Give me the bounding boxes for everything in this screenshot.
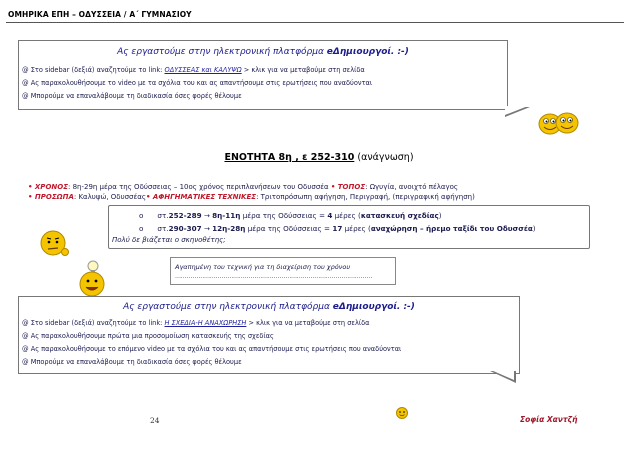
page-number: 24 xyxy=(150,416,160,425)
persons-techniques-line: • ΠΡΟΣΩΠΑ: Καλυψώ, Οδυσσέας• ΑΦΗΓΗΜΑΤΙΚΕΣ ΤΕΧΝΙΚΕΣ: Τριτοπρόσωπη αφήγηση, Περιγραφή, (περιγραφική αφήγηση) xyxy=(28,193,475,201)
sxedia-anaxorisi-link[interactable]: Η ΣΧΕΔΙΑ-Η ΑΝΑΧΩΡΗΣΗ xyxy=(164,319,247,327)
author-name: Σοφία Χαντζή xyxy=(520,415,578,424)
callout-2-tail-fill xyxy=(491,370,514,380)
two-smileys-icon xyxy=(537,110,579,136)
callout-1-tail-fill xyxy=(505,106,528,115)
verses-row-1: o στ.252-289 → 8η-11η μέρα της Οδύσσειας = 4 μέρες (κατασκευή σχεδίας) xyxy=(139,211,442,220)
callout-1-line-1: @ Στο sidebar (δεξιά) αναζητούμε το link: ΟΔΥΣΣΕΑΣ και ΚΑΛΥΨΩ > κλικ για να μεταβούμε στη σελίδα xyxy=(22,66,365,74)
director-question: Πολύ δε βιάζεται ο σκηνοθέτης; xyxy=(112,236,226,244)
small-smiley-icon xyxy=(396,407,408,419)
platform-callout-2 xyxy=(18,296,520,374)
unit-heading: ΕΝΟΤΗΤΑ 8η , ε 252-310 (ανάγνωση) xyxy=(224,152,414,163)
callout-1-line-3: @ Μπορούμε να επαναλάβουμε τη διαδικασία όσες φορές θέλουμε xyxy=(22,92,242,100)
callout-2-line-4: @ Μπορούμε να επαναλάβουμε τη διαδικασία όσες φορές θέλουμε xyxy=(22,358,242,366)
lightbulb-smiley-icon xyxy=(78,258,106,298)
thinking-smiley-icon xyxy=(38,228,72,258)
time-technique-text: Αγαπημένη του τεχνική για τη διαχείριση του χρόνου xyxy=(175,263,351,271)
platform-callout-1 xyxy=(18,40,508,110)
time-technique-box xyxy=(170,257,396,285)
callout-2-line-1: @ Στο sidebar (δεξιά) αναζητούμε το link: Η ΣΧΕΔΙΑ-Η ΑΝΑΧΩΡΗΣΗ > κλικ για να μεταβούμε στη σελίδα xyxy=(22,319,370,327)
answer-dots: ………………………………………………………………………………………… xyxy=(175,273,373,280)
callout-1-title: Ας εργαστούμε στην ηλεκτρονική πλατφόρμα eΔημιουργοί. :-) xyxy=(117,47,409,57)
callout-1-line-2: @ Ας παρακολουθήσουμε το video με τα σχόλια του και ας απαντήσουμε στις ερωτήσεις που αναδύονται xyxy=(22,79,373,87)
callout-2-title: Ας εργαστούμε στην ηλεκτρονική πλατφόρμα eΔημιουργοί. :-) xyxy=(123,302,415,312)
time-place-line: • ΧΡΟΝΟΣ: 8η-29η μέρα της Οδύσσειας – 10ος χρόνος περιπλανήσεων του Οδυσσέα • ΤΟΠΟΣ: Ωγυγία, ανοιχτό πέλαγος xyxy=(28,183,459,191)
callout-2-line-2: @ Ας παρακολουθήσουμε πρώτα μια προσομοίωση κατασκευής της σχεδίας xyxy=(22,332,274,340)
page-header: ΟΜΗΡΙΚΑ ΕΠΗ – ΟΔΥΣΣΕΙΑ / Α΄ ΓΥΜΝΑΣΙΟΥ xyxy=(8,10,192,19)
odysseas-kalypso-link[interactable]: ΟΔΥΣΣΕΑΣ και ΚΑΛΥΨΩ xyxy=(164,66,242,74)
header-divider xyxy=(6,22,624,23)
verses-row-2: o στ.290-307 → 12η-28η μέρα της Οδύσσειας = 17 μέρες (αναχώρηση – ήρεμο ταξίδι του Οδυσσέα) xyxy=(139,224,536,233)
callout-2-line-3: @ Ας παρακολουθήσουμε το επόμενο video με τα σχόλια του και ας απαντήσουμε στις ερωτήσεις που αναδύονται xyxy=(22,345,402,353)
